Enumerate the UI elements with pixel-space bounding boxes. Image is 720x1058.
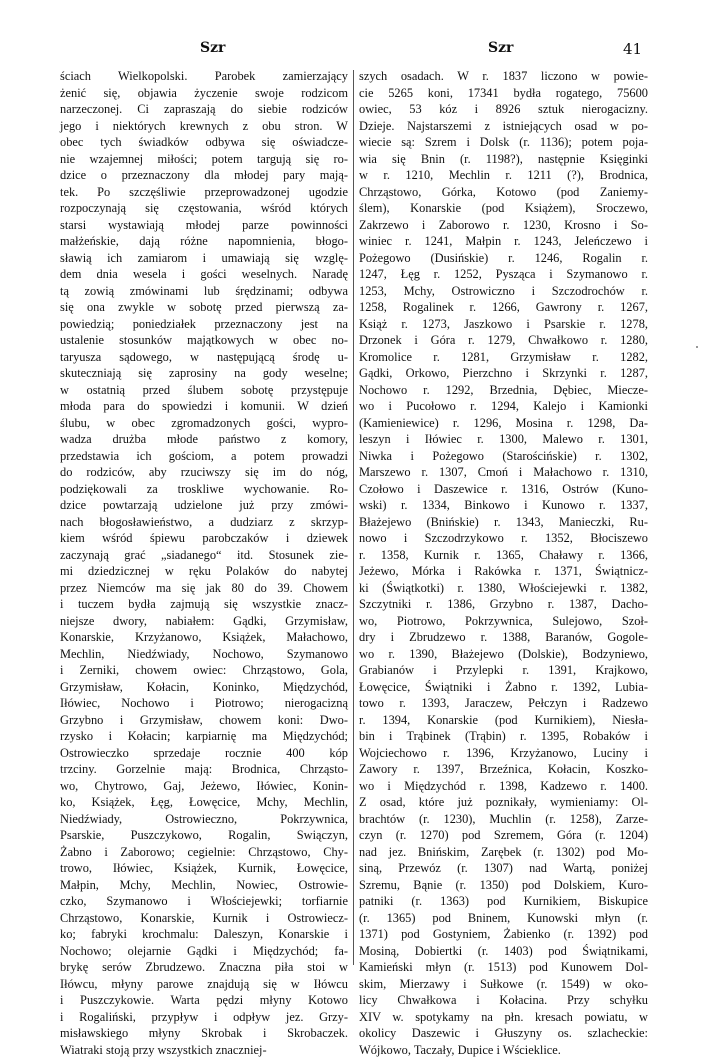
text-line: powiedzią; poniedziałek przeznaczony jest na [60,316,348,333]
text-line: Szczytniki r. 1386, Grzybno r. 1387, Dacho- [359,596,648,613]
text-line: narzeczonej. Ci zapraszają do siebie rodziców [60,101,348,118]
text-line: nach błogosławieństwo, a dudziarz z skrzyp- [60,514,348,531]
text-line: niejsze dwory, nabiałem: Gądki, Grzymisław, [60,613,348,630]
text-line: Psarskie, Puszczykowo, Rogalin, Swiączyn, [60,827,348,844]
text-line: Błażejewo (Bnińskie) r. 1343, Manieczki, Ru- [359,514,648,531]
text-line: Wójkowo, Taczały, Dupice i Wścieklice. [359,1042,648,1058]
text-line: do rodziców, aby rzuciwszy się im do nóg, [60,464,348,481]
text-line: Małpin, Mchy, Mechlin, Nowiec, Ostrowie- [60,877,348,894]
text-line: 1371) pod Gostyniem, Żabienko (r. 1392) pod [359,926,648,943]
text-line: ślubu, w obec zgromadzonych gości, wypro- [60,415,348,432]
text-line: Grabianów i Przylepki r. 1391, Krajkowo, [359,662,648,679]
text-line: starsi wystawiają młodej parze powinności [60,217,348,234]
text-line: Mosiną, Dobiertki (r. 1403) pod Świątnikami, [359,943,648,960]
text-line: czyn (r. 1270) pod Szremem, Góra (r. 1204) [359,827,648,844]
text-line: 1253, Mchy, Ostrowiczno i Szczodrochów r. [359,283,648,300]
column-divider [353,70,354,965]
text-line: Z osad, które już poznikały, wymieniamy: Ol- [359,794,648,811]
text-line: Iłówiec, Nochowo i Piotrowo; nierogacizną [60,695,348,712]
text-line: Szremu, Bąnie (r. 1350) pod Dolskiem, Kuro- [359,877,648,894]
text-line: dem dnia wesela i gości weselnych. Naradę [60,266,348,283]
text-line: ko, Książek, Łęg, Łowęcice, Mchy, Mechlin, [60,794,348,811]
text-line: bin i Trąbinek (Trąbin) r. 1395, Robaków i [359,728,648,745]
text-line: licy Chwałkowa i Kołacina. Przy schyłku [359,992,648,1009]
text-line: Nochowo; olejarnie Gądki i Międzychód; fa- [60,943,348,960]
text-line: Jeżewo, Mórka i Rakówka r. 1371, Świątnicz- [359,563,648,580]
text-line: (Kamieniewice) r. 1296, Mosina r. 1298, Da- [359,415,648,432]
text-line: w ostatnią przed ślubem sobotę przystępuje [60,382,348,399]
text-line: Książ r. 1273, Jaszkowo i Psarskie r. 1278, [359,316,648,333]
text-line: wo, Chytrowo, Gaj, Jeżewo, Iłówiec, Konin- [60,778,348,795]
header-right-term: Szr [488,40,513,56]
text-line: mi dziedzicznej w ręku Polaków do nabytej [60,563,348,580]
text-line: ki (Świątkotki) r. 1380, Włościejewki r. 1382, [359,580,648,597]
text-line: r. 1358, Kurnik r. 1365, Chaławy r. 1366, [359,547,648,564]
text-line: Grzymisław, Kołacin, Koninko, Międzychód, [60,679,348,696]
text-line: Wiatraki stoją przy wszystkich znaczniej- [60,1042,348,1058]
text-line: skuteczniają się zaprosiny na gody weselne; [60,365,348,382]
running-header [0,40,720,62]
text-line: Ostrowieczko sprzedaje rocznie 400 kóp [60,745,348,762]
text-line: obec tych świadków odbywa się oświadcze- [60,134,348,151]
text-line: sławią ich zamiarom i umawiają się wzglę- [60,250,348,267]
text-line: Nochowo r. 1292, Brzednia, Dębiec, Miecze- [359,382,648,399]
text-line: Niwka i Pożegowo (Starościńskie) r. 1302, [359,448,648,465]
text-line: Mechlin, Niedźwiady, Nochowo, Szymanowo [60,646,348,663]
left-text-column [60,68,348,968]
text-line: jego i niektórych krewnych z obu stron. W [60,118,348,135]
text-line: brykę serów Zbrudzewo. Znaczna piła stoi w [60,959,348,976]
text-line: wo i Międzychód r. 1398, Kadzewo r. 1400. [359,778,648,795]
text-line: ściach Wielkopolski. Parobek zamierzający [60,68,348,85]
text-line: kiem wśród śpiewu parobczaków i dziewek [60,530,348,547]
text-line: małżeńskie, dają różne napomnienia, błogo- [60,233,348,250]
text-line: tą zowią zmówinami lub śrędzinami; odbywa [60,283,348,300]
text-line: wo i Pucołowo r. 1294, Kalejo i Kamionki [359,398,648,415]
text-line: Kromolice r. 1281, Grzymisław r. 1282, [359,349,648,366]
text-line: towo r. 1393, Jaraczew, Pełczyn i Radzewo [359,695,648,712]
text-line: wo, Piotrowo, Pokrzywnica, Sulejowo, Szoł- [359,613,648,630]
text-line: Żabno i Zaborowo; cegielnie: Chrząstowo, Chy- [60,844,348,861]
text-line: brachtów (r. 1230), Muchlin (r. 1258), Zarze- [359,811,648,828]
text-line: i Rogaliński, przypływ i odpływ jez. Grzy- [60,1009,348,1026]
text-line: wo r. 1390, Błażejewo (Dolskie), Bodzyniewo, [359,646,648,663]
text-line: XIV w. spotykamy na płn. kresach powiatu, w [359,1009,648,1026]
text-line: leszyn i Iłówiec r. 1300, Malewo r. 1301, [359,431,648,448]
text-line: wiecie są: Szrem i Dolsk (r. 1136); potem poja- [359,134,648,151]
text-line: ślem), Konarskie (pod Książem), Sroczewo, [359,200,648,217]
text-line: rzysko i Kołacin; karpiarnię ma Międzychód; [60,728,348,745]
text-line: taryusza sądowego, w następującą środę u- [60,349,348,366]
text-line: Łowęcice, Świątniki i Żabno r. 1392, Lubia- [359,679,648,696]
text-line: rozpoczynają się częstowania, wśród których [60,200,348,217]
text-line: Chrząstowo, Górka, Kotowo (pod Zaniemy- [359,184,648,201]
text-line: czko, Szymanowo i Włościejewki; torfiarnie [60,893,348,910]
text-line: cie 5265 koni, 17341 bydła rogatego, 75600 [359,85,648,102]
text-line: Zakrzewo i Zaborowo r. 1230, Krosno i So- [359,217,648,234]
text-line: wski) r. 1334, Binkowo i Kunowo r. 1337, [359,497,648,514]
text-line: skim, Mierzawy i Sułkowe (r. 1549) w oko- [359,976,648,993]
text-line: trowo, Iłówiec, Książek, Kurnik, Łowęcice, [60,860,348,877]
text-line: i Zerniki, chowem owiec: Chrząstowo, Gola, [60,662,348,679]
text-line: młoda para do spowiedzi i komunii. W dzień [60,398,348,415]
text-line: ko; fabryki krochmalu: Daleszyn, Konarskie i [60,926,348,943]
text-line: owiec, 53 kóz i 8926 sztuk nierogacizny. [359,101,648,118]
text-line: 1258, Rogalinek r. 1266, Gawrony r. 1267, [359,299,648,316]
text-line: nie wzajemnej miłości; potem targują się ro- [60,151,348,168]
text-line: trzciny. Gorzelnie mają: Brodnica, Chrząsto- [60,761,348,778]
text-line: wadza drużba młode państwo z komory, [60,431,348,448]
text-line: Chrząstowo, Konarskie, Kurnik i Ostrowiecz- [60,910,348,927]
text-line: Konarskie, Krzyżanowo, Książek, Małachowo, [60,629,348,646]
text-line: r. 1394, Konarskie (pod Kurnikiem), Niesła- [359,712,648,729]
text-line: Wojciechowo r. 1396, Krzyżanowo, Luciny i [359,745,648,762]
text-line: nowo i Szczodrzykowo r. 1352, Błociszewo [359,530,648,547]
text-line: siną, Przewóz (r. 1307) nad Wartą, poniżej [359,860,648,877]
text-line: Dzieje. Najstarszemi z istniejących osad w po- [359,118,648,135]
text-line: przez Niemców ma się jak 80 do 39. Chowem [60,580,348,597]
text-line: Gądki, Orkowo, Pierzchno i Skrzynki r. 1287, [359,365,648,382]
text-line: Pożegowo (Dusińskie) r. 1246, Rogalin r. [359,250,648,267]
text-line: Drzonek i Góra r. 1279, Chwałkowo r. 1280, [359,332,648,349]
text-line: Grzybno i Grzymisław, chowem koni: Dwo- [60,712,348,729]
text-line: zaczynają grać „siadanego“ itd. Stosunek zie- [60,547,348,564]
text-line: Zawory r. 1397, Brzeźnica, Kołacin, Koszko- [359,761,648,778]
text-line: okolicy Daszewic i Głuszyny os. szlacheckie: [359,1025,648,1042]
page-number: 41 [623,40,642,58]
text-line: ustalenie stosunków majątkowych w obec no- [60,332,348,349]
text-line: się ona zwykle w sobotę przed pierwszą za- [60,299,348,316]
margin-dot [696,346,698,348]
text-line: dzice o przeznaczony dla młodej pary mają- [60,167,348,184]
text-line: Czołowo i Daszewice r. 1316, Ostrów (Kuno- [359,481,648,498]
text-line: misławskiego młyny Skrobak i Skrobaczek. [60,1025,348,1042]
text-line: winiec r. 1241, Małpin r. 1243, Jeleńczewo i [359,233,648,250]
text-line: Niedźwiady, Ostrowieczno, Pokrzywnica, [60,811,348,828]
text-line: Kamieński młyn (r. 1513) pod Kunowem Dol- [359,959,648,976]
text-line: Marszewo r. 1307, Cmoń i Małachowo r. 1310, [359,464,648,481]
text-line: dry i Zbrudzewo r. 1388, Baranów, Gogole- [359,629,648,646]
text-line: i tuczem bydła zajmują się wszystkie znacz- [60,596,348,613]
text-line: w r. 1210, Mechlin r. 1211 (?), Brodnica, [359,167,648,184]
text-line: żenić się, objawia życzenie swoje rodzicom [60,85,348,102]
text-line: (r. 1365) pod Bninem, Kunowski młyn (r. [359,910,648,927]
text-line: 1247, Łęg r. 1252, Pysząca i Szymanowo r. [359,266,648,283]
text-line: przedstawia ich gościom, a potem prowadzi [60,448,348,465]
text-line: podziękowali za troskliwe wychowanie. Ro- [60,481,348,498]
text-line: wia się Bnin (r. 1198?), następnie Księginki [359,151,648,168]
text-line: patniki (r. 1363) pod Kurnikiem, Biskupice [359,893,648,910]
header-left-term: Szr [200,40,225,56]
text-line: nad jez. Bnińskim, Zarębek (r. 1302) pod Mo- [359,844,648,861]
text-line: szych osadach. W r. 1837 liczono w powie- [359,68,648,85]
text-line: i Puszczykowie. Warta pędzi młyny Kotowo [60,992,348,1009]
right-text-column [359,68,648,968]
text-line: dzice powtarzają udzielone już przy zmówi- [60,497,348,514]
text-line: tek. Po szczęśliwie przeprowadzonej ugodzie [60,184,348,201]
text-line: Iłówcu, młyny parowe znajdują się w Iłówcu [60,976,348,993]
